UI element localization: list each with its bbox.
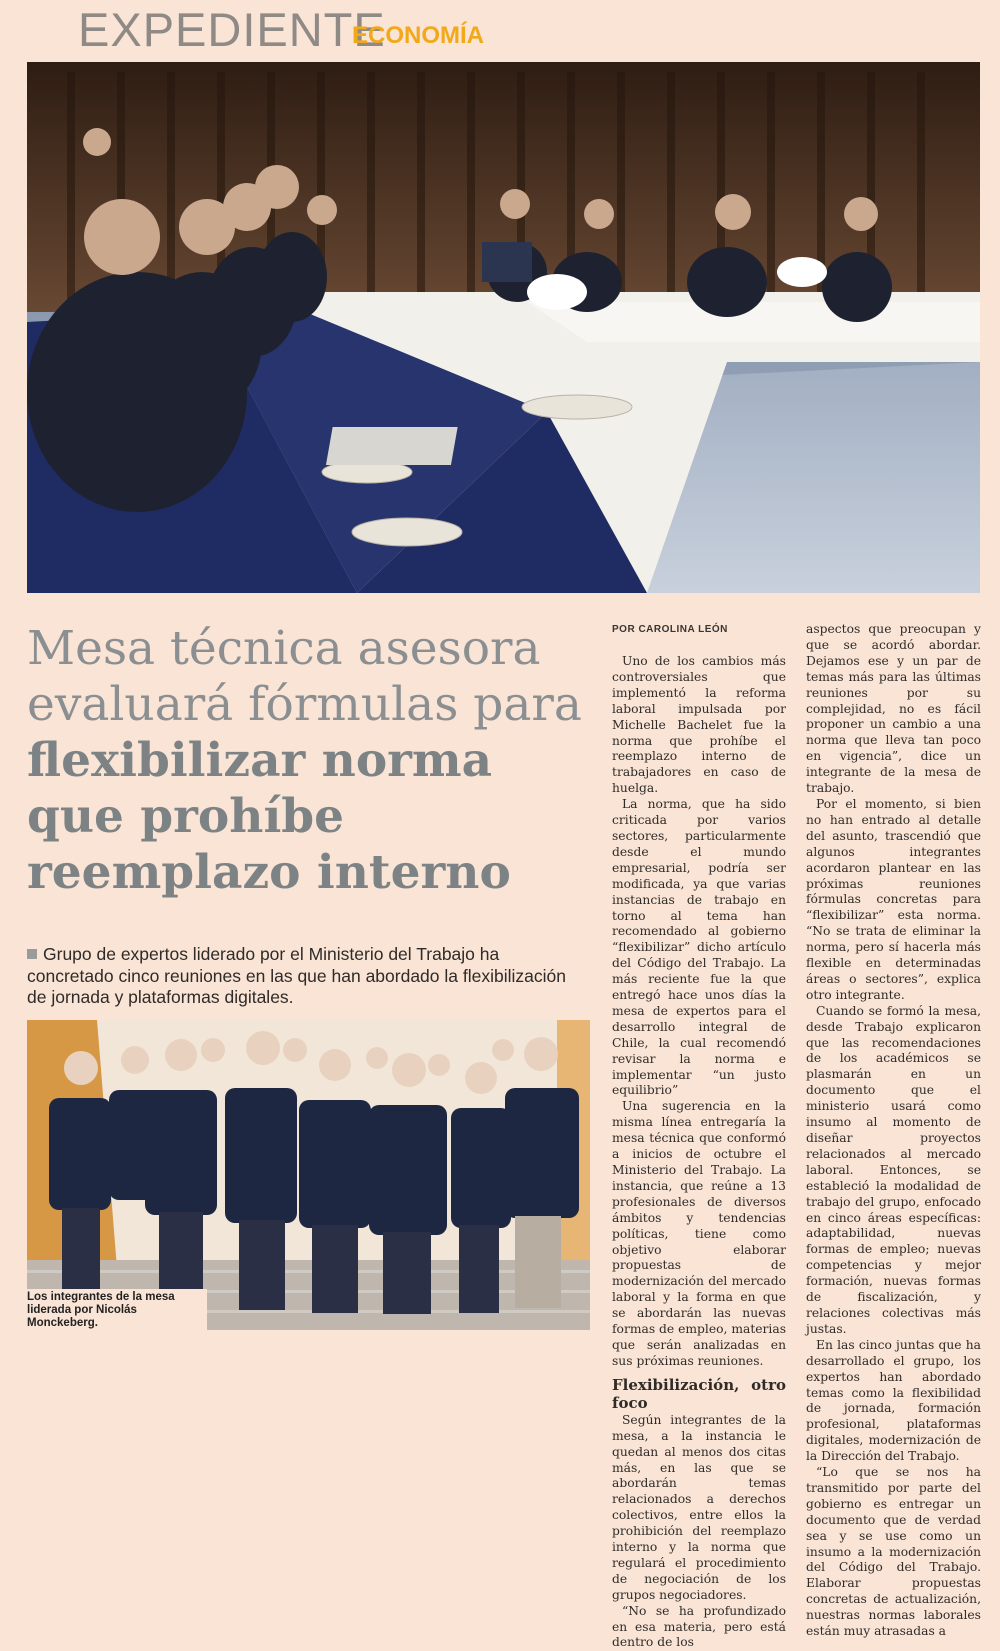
subheading: Flexibilización, otro foco bbox=[612, 1375, 786, 1412]
paragraph: En las cinco juntas que ha desarrollado el grupo, los expertos han abordado temas como la flexibilidad de jornada, formación profesional, plataformas digitales, modernización de la Dirección del Trabajo. bbox=[806, 1337, 981, 1464]
group-photo bbox=[27, 1020, 590, 1330]
group-photo-illustration bbox=[27, 1020, 590, 1330]
paragraph: Una sugerencia en la misma línea entregaría la mesa técnica que conformó a inicios de octubre el Ministerio del Trabajo. La instancia, que reúne a 13 profesionales de diversos ámbitos y tendencias políticas, tiene como objetivo elaborar propuestas de modernización del mercado laboral y la forma en que se abordarán las nuevas formas de empleo, materias que serán analizadas en sus próximas reuniones. bbox=[612, 1099, 787, 1368]
paragraph: Uno de los cambios más controversiales que implementó la reforma laboral impulsada por Michelle Bachelet fue la norma que prohíbe el reemplazo interno de trabajadores en caso de huelga. bbox=[612, 654, 786, 796]
headline-bold: flexibilizar norma que prohíbe reemplazo interno bbox=[27, 733, 511, 900]
article-headline bbox=[27, 621, 587, 901]
section-subtitle: ECONOMÍA bbox=[352, 22, 484, 49]
article-column-1 bbox=[612, 654, 787, 1650]
paragraph: “No se ha profundizado en esa materia, pero está dentro de los bbox=[612, 1603, 786, 1650]
article-column-2 bbox=[806, 622, 981, 1639]
article-deck bbox=[27, 944, 575, 1009]
deck-bullet-icon bbox=[27, 949, 37, 959]
meeting-photo-illustration bbox=[27, 62, 980, 593]
paragraph: “Lo que se nos ha transmitido por parte del gobierno es entregar un documento que de verdad sea y se use como un insumo a la modernización del Código del Trabajo. Elaborar propuestas concretas de actualización, nuestras normas laborales están muy atrasadas a bbox=[806, 1465, 981, 1639]
paragraph: La norma, que ha sido criticada por varios sectores, particularmente desde el mundo empresarial, podría ser modificada, ya que varias instancias de trabajo en torno al tema han recomendado al gobierno “flexibilizar” dicho artículo del Código del Trabajo. La más reciente fue la que entregó hace unos días la mesa de expertos para el desarrollo integral de Chile, la cual recomendó revisar la norma e implementar “un justo equilibrio” bbox=[612, 797, 786, 1098]
deck-text: Grupo de expertos liderado por el Ministerio del Trabajo ha concretado cinco reuniones en las que han abordado la flexibilización de jornada y plataformas digitales. bbox=[27, 944, 566, 1007]
byline: POR CAROLINA LEÓN bbox=[612, 624, 728, 635]
photo-caption: Los integrantes de la mesa liderada por Nicolás Monckeberg. bbox=[27, 1289, 207, 1333]
paragraph: Según integrantes de la mesa, a la instancia le quedan al menos dos citas más, en las que se abordarán temas relacionados a derechos colectivos, entre ellos la prohibición del reemplazo interno y la norma que regulará el procedimiento de negociación de los grupos negociadores. bbox=[612, 1412, 786, 1602]
section-title: EXPEDIENTE bbox=[78, 3, 386, 56]
headline-light: Mesa técnica asesora evaluará fórmulas para bbox=[27, 621, 582, 732]
meeting-photo bbox=[27, 62, 980, 593]
paragraph: Cuando se formó la mesa, desde Trabajo explicaron que las recomendaciones de los académicos se plasmarán en un documento que el ministerio usará como insumo al momento de diseñar proyectos relacionados al mercado laboral. Entonces, se estableció la modalidad de trabajo del grupo, enfocado en cinco áreas específicas: adaptabilidad, nuevas formas de empleo; nuevas competencias y mejor formación, nuevas formas de fiscalización, y relaciones colectivas más justas. bbox=[806, 1003, 981, 1336]
paragraph: Por el momento, si bien no han entrado al detalle del asunto, trascendió que algunos integrantes acordaron plantear en las próximas reuniones fórmulas concretas para “flexibilizar” esta norma. “No se trata de eliminar la norma, pero sí hacerla más flexible en determinadas áreas o sectores”, explica otro integrante. bbox=[806, 796, 981, 1002]
paragraph: aspectos que preocupan y que se acordó abordar. Dejamos ese y un par de temas más para las últimas reuniones por su complejidad, no es fácil proponer un cambio a una norma que lleva tan poco en vigencia”, dice un integrante de la mesa de trabajo. bbox=[806, 622, 981, 796]
